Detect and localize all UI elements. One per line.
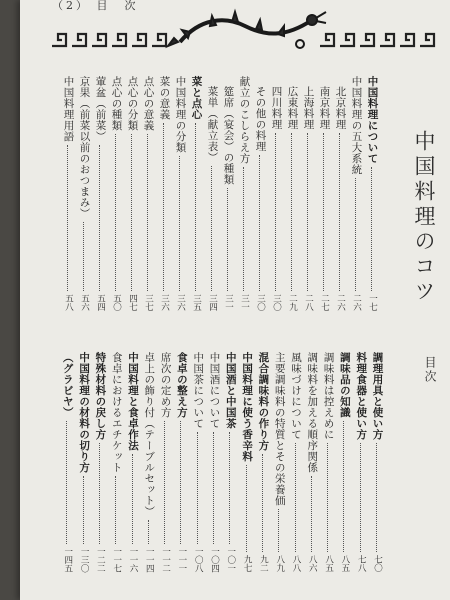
toc-entry-title: 中国料理の材料の切り方 <box>78 352 91 473</box>
toc-lower-block <box>20 0 450 600</box>
toc-page-number: 三五 <box>191 294 202 311</box>
toc-entry-title: 筵席（宴会）の種類 <box>222 86 235 185</box>
contents-label: 目次 <box>423 356 437 384</box>
toc-page-number: 三一 <box>239 294 250 311</box>
toc-page-number: 一四五 <box>62 546 73 572</box>
toc-page-number: 五四 <box>95 294 106 311</box>
toc-entry-title: 広東料理 <box>286 86 299 130</box>
toc-entry-title: 中国料理に使う香辛料 <box>241 352 254 462</box>
toc-entry <box>242 352 253 572</box>
toc-entry-title: 調味料を加える順序関係 <box>306 352 319 473</box>
toc-entry-title: 特殊材料の戻し方 <box>94 352 107 440</box>
toc-entry <box>307 352 318 572</box>
toc-entry-title: 南京料理 <box>318 86 331 130</box>
toc-entry-title: 中国料理の五大系統 <box>350 76 363 175</box>
toc-entry <box>193 352 204 572</box>
toc-entry-title: 中国料理用語 <box>62 76 75 142</box>
toc-entry-title: 点心の意義 <box>142 76 155 131</box>
toc-entry-title: 菜と点心 <box>190 76 203 120</box>
toc-page-number: 三七 <box>143 294 154 311</box>
toc-entry <box>160 352 171 572</box>
toc-entry-title: 食卓におけるエチケット <box>110 352 123 473</box>
toc-page-number: 一三〇 <box>79 546 90 572</box>
toc-entry <box>209 352 220 572</box>
toc-entry <box>258 352 269 572</box>
dot-leader <box>164 421 167 544</box>
toc-entry-title: 中国酒と中国茶 <box>224 352 237 429</box>
dot-leader <box>148 520 151 544</box>
toc-page-number: 一〇四 <box>209 546 220 572</box>
toc-page-number: 八五 <box>323 555 334 572</box>
dot-leader <box>66 421 69 544</box>
toc-entry <box>128 352 139 572</box>
toc-entry-title: 調味品の知識 <box>338 352 351 418</box>
toc-entry <box>372 352 383 572</box>
toc-entry <box>144 352 155 572</box>
toc-page-number: 八九 <box>274 555 285 572</box>
toc-page-number: 三一 <box>223 294 234 311</box>
dot-leader <box>180 421 183 544</box>
dot-leader <box>295 443 298 552</box>
dot-leader <box>311 476 314 552</box>
dot-leader <box>99 443 102 544</box>
dot-leader <box>132 454 135 544</box>
toc-page-number: 五〇 <box>111 294 122 311</box>
toc-page-number: 二六 <box>351 294 362 311</box>
toc-page-number: 八八 <box>291 555 301 572</box>
toc-entry-title: 献立のこしらえ方 <box>238 76 251 164</box>
toc-page-number: 二八 <box>303 294 314 311</box>
toc-page-number: 一二二 <box>95 546 106 572</box>
toc-page-number: 二九 <box>287 294 298 311</box>
toc-entry-title: 上海料理 <box>302 86 315 130</box>
toc-page-number: 一一一 <box>176 546 187 572</box>
toc-page-number: 一一四 <box>144 546 155 572</box>
dot-leader <box>376 443 379 552</box>
toc-entry <box>339 352 350 572</box>
toc-page-number: 三〇 <box>271 294 282 311</box>
dot-leader <box>360 443 363 552</box>
toc-entry-title: 四川料理 <box>270 86 283 130</box>
toc-page-number: 三六 <box>175 294 186 311</box>
toc-page-number: 五八 <box>63 294 74 311</box>
toc-entry <box>62 352 73 572</box>
toc-entry-title: 菜単（献立表） <box>206 86 219 163</box>
toc-entry <box>225 352 236 572</box>
running-head: （2） 目 次 <box>52 0 139 12</box>
toc-page-number: 三六 <box>159 294 170 311</box>
toc-entry <box>176 352 187 572</box>
toc-page-number: 八五 <box>339 555 350 572</box>
toc-page-number: 一一二 <box>160 546 171 572</box>
toc-page-number: 五六 <box>79 294 90 311</box>
toc-page-number: 三四 <box>207 294 218 311</box>
dot-leader <box>262 454 265 552</box>
toc-entry-title: 中国茶について <box>192 352 205 429</box>
dot-leader <box>278 509 281 552</box>
toc-entry-title: 卓上の飾り付（テーブルセット） <box>143 352 156 517</box>
toc-entry-title: 食卓の整え方 <box>175 352 188 418</box>
dot-leader <box>115 476 118 544</box>
toc-page-number: 二七 <box>319 294 330 311</box>
toc-entry-title: 調味料は控えめに <box>322 352 335 440</box>
toc-page-number: 四七 <box>127 294 138 311</box>
dot-leader <box>327 443 330 552</box>
toc-page-number: 九二 <box>258 555 269 572</box>
toc-entry-title: 中国料理について <box>366 76 379 164</box>
toc-page-number: 七八 <box>356 555 367 572</box>
toc-page-number: 七〇 <box>372 555 383 572</box>
toc-entry-title: 中国料理の分類 <box>174 76 187 153</box>
toc-entry <box>111 352 122 572</box>
dot-leader <box>343 421 346 552</box>
dot-leader <box>229 432 232 544</box>
toc-entry-title: 調理用具と使い方 <box>371 352 384 440</box>
toc-page-number: 一一六 <box>128 546 138 572</box>
toc-entry-title: 葷盆（前菜） <box>94 76 107 142</box>
toc-page-number: 二六 <box>335 294 346 311</box>
toc-entry <box>79 352 90 572</box>
toc-entry <box>274 352 285 572</box>
toc-entry-title: 中国酒について <box>208 352 221 429</box>
toc-page-number: 一一七 <box>111 546 122 572</box>
dot-leader <box>213 432 216 544</box>
toc-entry-title: （グラビヤ） <box>61 352 74 418</box>
toc-entry-title: 菜の意義 <box>158 76 171 120</box>
toc-entry-title: 京果（前菜以前のおつまみ） <box>78 76 91 219</box>
toc-entry-title: 北京料理 <box>334 86 347 130</box>
toc-entry <box>356 352 367 572</box>
toc-entry <box>291 352 302 572</box>
toc-page-number: 一〇一 <box>225 546 236 572</box>
book-title: 中国料理のコツ <box>412 130 436 305</box>
toc-entry <box>323 352 334 572</box>
toc-entry <box>95 352 106 572</box>
toc-entry-title: 風味づけについて <box>290 352 302 440</box>
toc-entry-title: 中国料理と食卓作法 <box>127 352 139 451</box>
toc-entry-title: 料理食器と使い方 <box>355 352 368 440</box>
toc-entry-title: 点心の種類 <box>110 76 123 131</box>
toc-entry-title: その他の料理 <box>254 86 267 152</box>
toc-entry-title: 混合調味料の作り方 <box>257 352 270 451</box>
dot-leader <box>83 476 86 544</box>
toc-page-number: 九七 <box>242 555 253 572</box>
toc-page-number: 三〇 <box>255 294 266 311</box>
dot-leader <box>246 465 249 552</box>
toc-entry-title: 点心の分類 <box>126 76 139 131</box>
dot-leader <box>197 432 200 544</box>
toc-entry-title: 席次の定め方 <box>159 352 172 418</box>
toc-page-number: 一〇八 <box>193 546 204 572</box>
toc-entry-title: 主要調味料の特質とその栄養価 <box>273 352 286 506</box>
book-page <box>20 0 450 600</box>
toc-page-number: 八六 <box>307 555 318 572</box>
toc-page-number: 一七 <box>367 294 378 311</box>
